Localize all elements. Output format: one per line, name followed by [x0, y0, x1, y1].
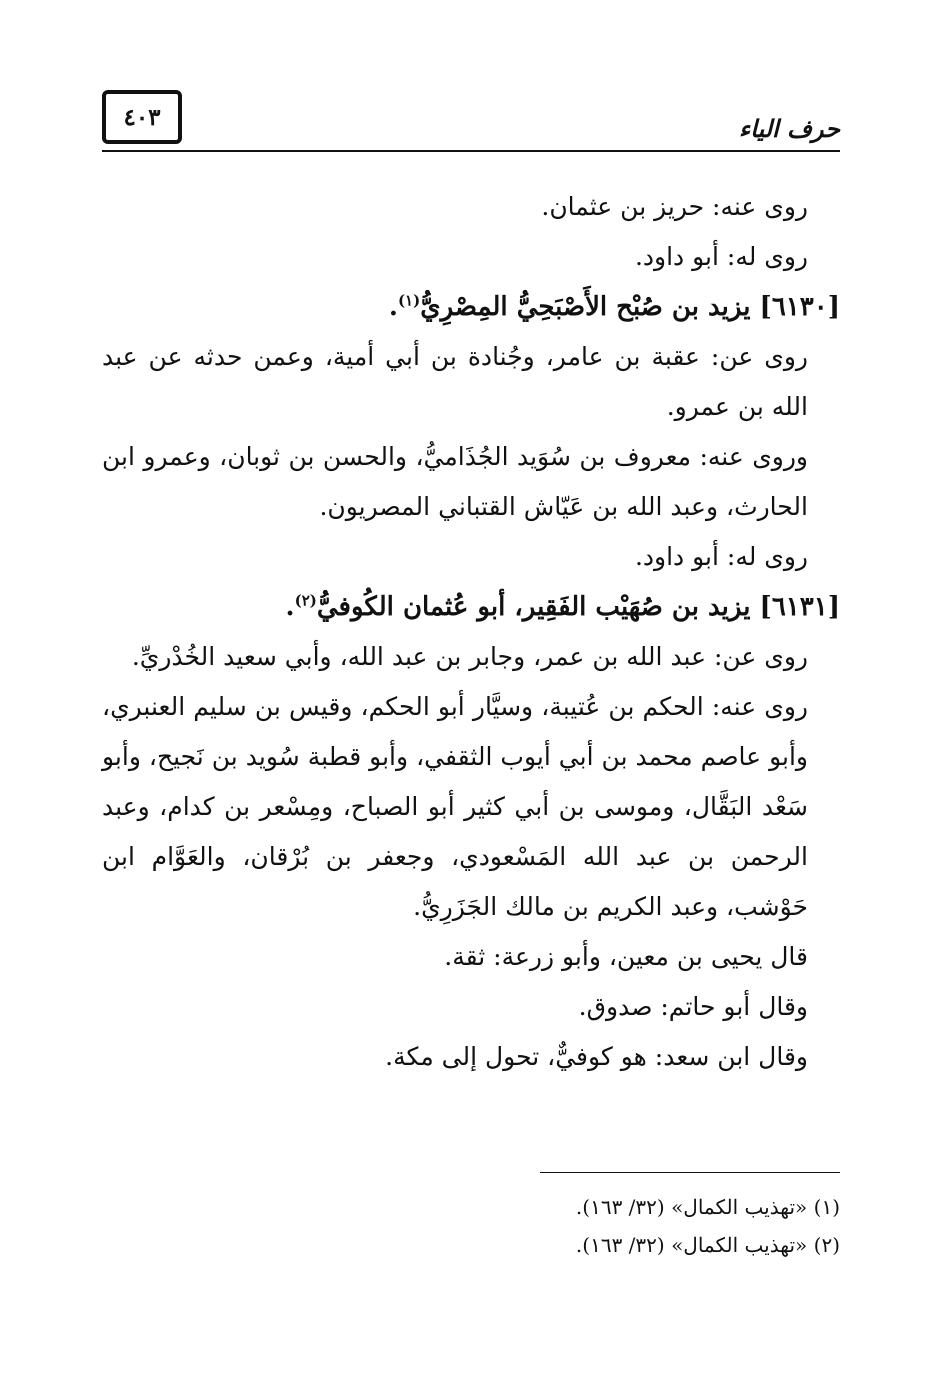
paragraph: روى عن: عبد الله بن عمر، وجابر بن عبد الله، وأبي سعيد الخُدْريِّ. — [131, 642, 808, 671]
paragraph: روى عنه: الحكم بن عُتيبة، وسيَّار أبو الحكم، وقيس بن سليم العنبري، وأبو عاصم محمد بن أبي أيوب الثقفي، وأبو قطبة سُويد بن نَجيح، وأبو سَعْد البَقَّال، وموسى بن أبي كثير أبو الصباح، ومِسْعر بن كدام، وعبد الرحمن بن عبد الله المَسْعودي، وجعفر بن بُرْقان، والعَوَّام ابن حَوْشب، وعبد الكريم بن مالك الجَزَرِيُّ. — [102, 692, 808, 921]
footnotes — [102, 1188, 840, 1264]
page-header — [102, 90, 840, 152]
page-number: ٤٠٣ — [102, 90, 182, 144]
paragraph: قال يحيى بن معين، وأبو زرعة: ثقة. — [444, 942, 808, 971]
footnote-1: (١) «تهذيب الكمال» (٣٢/ ١٦٣). — [575, 1195, 840, 1219]
footnote-ref-2: (٢) — [294, 591, 317, 610]
entry-heading-end: . — [388, 292, 398, 322]
entry-heading-end: . — [285, 592, 295, 622]
entry-heading-6130 — [102, 282, 840, 332]
paragraph: وقال أبو حاتم: صدوق. — [578, 992, 808, 1021]
entry-heading-text: [٦١٣١] يزيد بن صُهَيْب الفَقِير، أبو عُثمان الكُوفيُّ — [316, 592, 840, 622]
paragraph: روى له: أبو داود. — [634, 242, 808, 271]
entry-heading-6131 — [102, 582, 840, 632]
footnote-rule — [540, 1172, 840, 1173]
paragraph: وروى عنه: معروف بن سُوَيد الجُذَاميُّ، والحسن بن ثوبان، وعمرو ابن الحارث، وعبد الله بن عَيّاش القتباني المصريون. — [102, 442, 808, 521]
header-rule — [102, 150, 840, 152]
entry-heading-text: [٦١٣٠] يزيد بن صُبْح الأَصْبَحِيُّ المِصْرِيُّ — [420, 292, 840, 322]
paragraph: وقال ابن سعد: هو كوفيٌّ، تحول إلى مكة. — [385, 1042, 808, 1071]
paragraph: روى عن: عقبة بن عامر، وجُنادة بن أبي أمية، وعمن حدثه عن عبد الله بن عمرو. — [102, 342, 808, 421]
main-text — [102, 182, 840, 1082]
paragraph: روى عنه: حريز بن عثمان. — [541, 192, 808, 221]
footnote-ref-1: (١) — [397, 291, 421, 310]
footnote-2: (٢) «تهذيب الكمال» (٣٢/ ١٦٣). — [575, 1233, 840, 1257]
paragraph: روى له: أبو داود. — [634, 542, 808, 571]
running-head: حرف الياء — [738, 114, 840, 143]
